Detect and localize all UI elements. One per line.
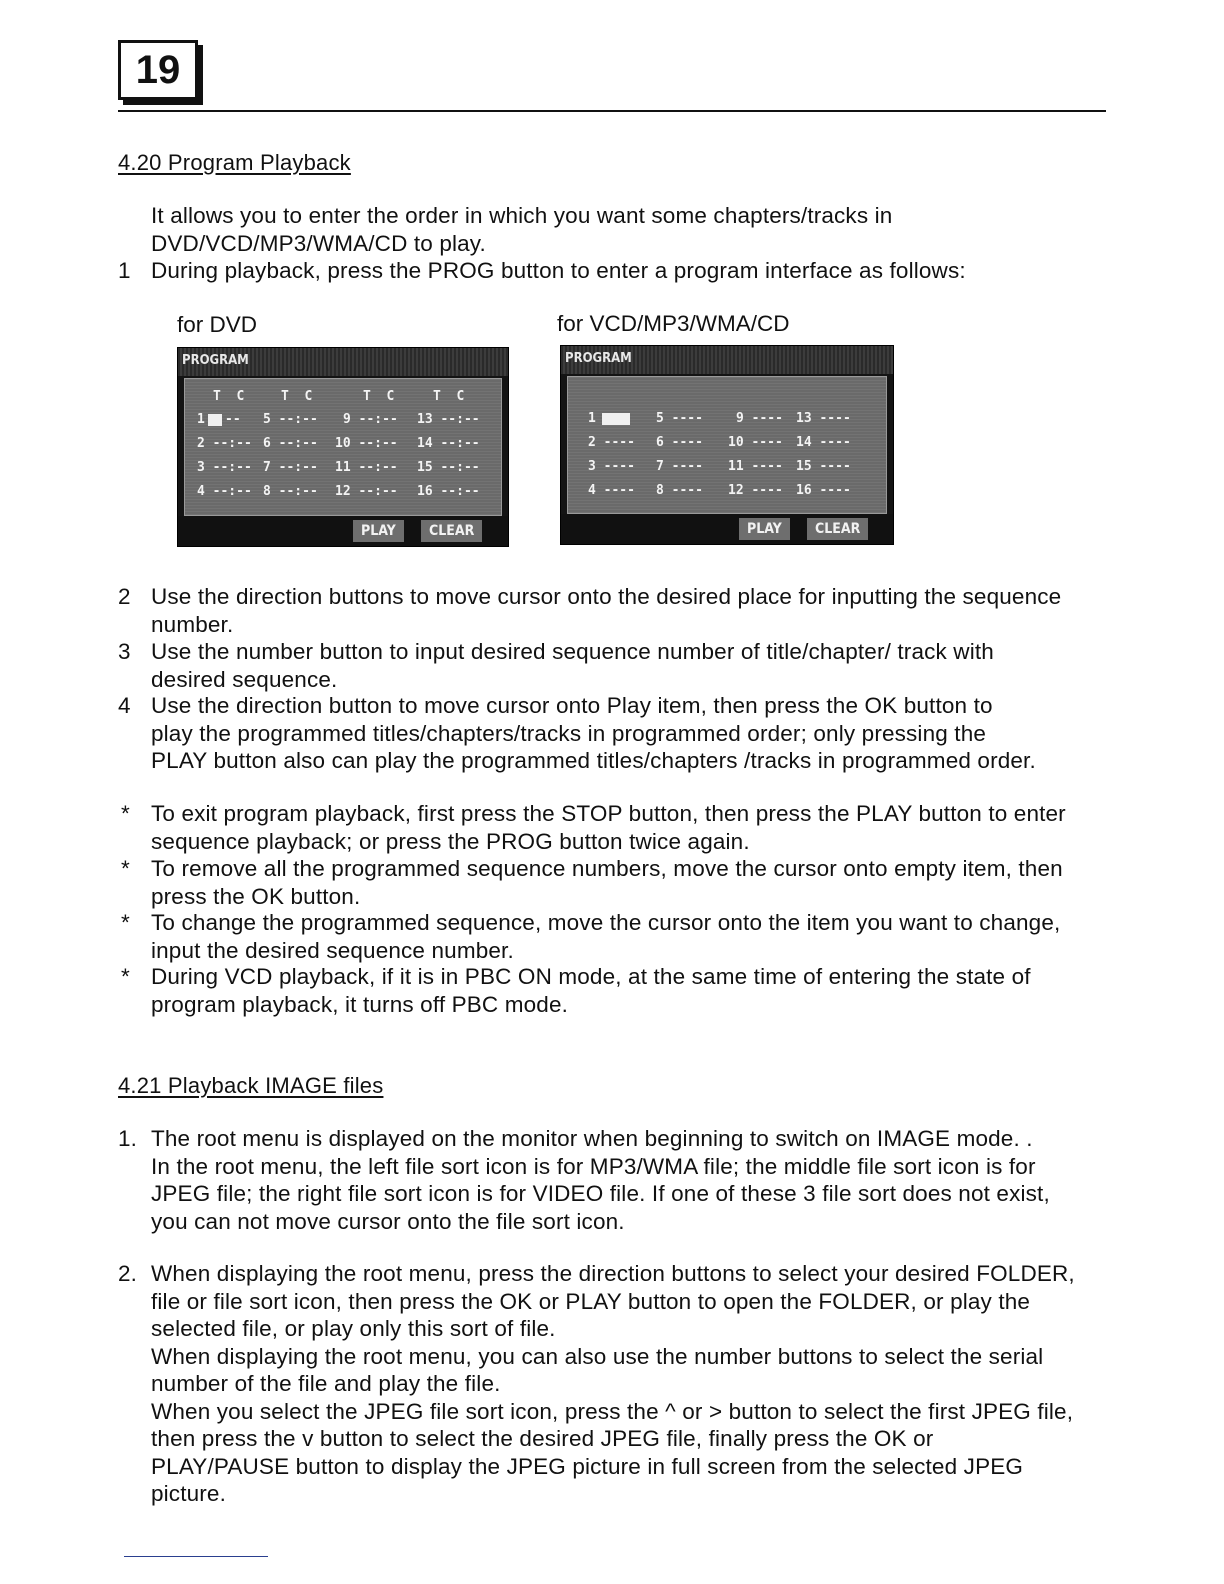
section-4-21-heading: 4.21 Playback IMAGE files <box>118 1073 384 1098</box>
program-slot[interactable]: 13 --:-- <box>417 412 480 427</box>
program-slot[interactable]: 9 ---- <box>736 411 783 426</box>
program-slot[interactable]: 5 ---- <box>656 411 703 426</box>
program-titlebar <box>178 348 508 376</box>
column-header: T C <box>363 389 395 404</box>
slot-cursor <box>602 413 630 425</box>
program-slot[interactable]: 7 --:-- <box>263 460 318 475</box>
step-text: Use the number button to input desired sequence number of title/chapter/ track with desired sequence. <box>151 639 994 692</box>
footer-rule <box>124 1556 268 1557</box>
label-for-dvd: for DVD <box>177 312 258 337</box>
program-slot[interactable]: 5 --:-- <box>263 412 318 427</box>
column-header: T C <box>281 389 313 404</box>
program-grid <box>567 376 887 514</box>
program-slot[interactable]: 9 --:-- <box>343 412 398 427</box>
slot-cursor <box>208 414 222 426</box>
program-slot[interactable]: 3 --:-- <box>197 460 252 475</box>
section-4-20-intro: It allows you to enter the order in which you want some chapters/tracks in DVD/VCD/MP3/WMA/CD to play. <box>151 203 893 256</box>
step-line: When displaying the root menu, you can also use the number buttons to select the serial number of the file and play the file. <box>151 1343 1044 1396</box>
program-slot[interactable]: 13 ---- <box>796 411 851 426</box>
section-4-20-heading: 4.20 Program Playback <box>118 150 351 175</box>
program-slot[interactable]: 4 ---- <box>588 483 635 498</box>
step-text: Use the direction button to move cursor onto Play item, then press the OK button to play the programmed titles/chapters/tracks in programmed order; only pressing the PLAY button also can play the programmed titles/chapters /tracks in programmed order. <box>151 693 1036 773</box>
program-slot[interactable]: 11 ---- <box>728 459 783 474</box>
page-number: 19 <box>118 40 198 100</box>
program-slot[interactable]: 2 --:-- <box>197 436 252 451</box>
note-text: To exit program playback, first press the STOP button, then press the PLAY button to enter sequence playback; or press the PROG button twice again. <box>151 801 1066 854</box>
program-slot[interactable]: 15 ---- <box>796 459 851 474</box>
program-slot[interactable]: 8 ---- <box>656 483 703 498</box>
dvd-program-screen <box>177 347 509 547</box>
clear-button[interactable]: CLEAR <box>807 518 868 540</box>
program-slot[interactable]: 16 --:-- <box>417 484 480 499</box>
step-text <box>151 1260 1078 1508</box>
note-text: To remove all the programmed sequence numbers, move the cursor onto empty item, then press the OK button. <box>151 856 1063 909</box>
step-line: In the root menu, the left file sort icon is for MP3/WMA file; the middle file sort icon is for JPEG file; the right file sort icon is for VIDEO file. If one of these 3 file sort does not exist, you can not move cursor onto the file sort icon. <box>151 1153 1050 1234</box>
program-slot[interactable]: 10 ---- <box>728 435 783 450</box>
program-slot[interactable]: 1 <box>197 412 205 427</box>
program-slot[interactable]: 8 --:-- <box>263 484 318 499</box>
step-text: Use the direction buttons to move cursor onto the desired place for inputting the sequence number. <box>151 584 1062 637</box>
step-marker: 1 <box>118 258 131 283</box>
note-marker: * <box>121 801 130 826</box>
play-button[interactable]: PLAY <box>353 520 404 542</box>
step-marker: 2. <box>118 1261 138 1286</box>
step-line: When displaying the root menu, press the direction buttons to select your desired FOLDER, file or file sort icon, then press the OK or PLAY button to open the FOLDER, or play the selected file, or play only this sort of file. <box>151 1261 1075 1341</box>
program-slot[interactable]: 6 ---- <box>656 435 703 450</box>
program-slot[interactable]: 1 <box>588 411 596 426</box>
note-text: During VCD playback, if it is in PBC ON mode, at the same time of entering the state of program playback, it turns off PBC mode. <box>151 964 1031 1017</box>
program-title: PROGRAM <box>182 353 249 368</box>
program-slot[interactable]: 4 --:-- <box>197 484 252 499</box>
step-1 <box>118 257 1068 285</box>
column-header: T C <box>433 389 465 404</box>
note-remove <box>118 855 1068 910</box>
clear-button[interactable]: CLEAR <box>421 520 482 542</box>
step-4 <box>118 692 1038 775</box>
step-line: The root menu is displayed on the monitor when beginning to switch on IMAGE mode. . <box>151 1126 1033 1151</box>
image-step-2 <box>118 1260 1078 1508</box>
column-header: T C <box>213 389 245 404</box>
note-vcd-pbc <box>118 963 1068 1018</box>
step-marker: 2 <box>118 584 131 609</box>
program-slot[interactable]: 15 --:-- <box>417 460 480 475</box>
program-slot[interactable]: 12 ---- <box>728 483 783 498</box>
program-grid <box>184 378 502 516</box>
program-slot[interactable]: 2 ---- <box>588 435 635 450</box>
note-marker: * <box>121 856 130 881</box>
program-slot[interactable]: 3 ---- <box>588 459 635 474</box>
image-step-1 <box>118 1125 1078 1235</box>
play-button[interactable]: PLAY <box>739 518 790 540</box>
note-marker: * <box>121 910 130 935</box>
program-slot[interactable]: 14 ---- <box>796 435 851 450</box>
program-slot[interactable]: 14 --:-- <box>417 436 480 451</box>
program-slot[interactable]: -- <box>225 412 241 427</box>
vcd-program-screen <box>560 345 894 545</box>
step-marker: 3 <box>118 639 131 664</box>
label-for-vcd: for VCD/MP3/WMA/CD <box>557 311 790 336</box>
header-rule <box>118 110 1106 112</box>
step-2 <box>118 583 1068 638</box>
program-title: PROGRAM <box>565 351 632 366</box>
step-3 <box>118 638 1068 693</box>
step-line: When you select the JPEG file sort icon, press the ^ or > button to select the first JPEG file, then press the v button to select the desired JPEG file, finally press the OK or PLAY/PAUSE button to display the JPEG picture in full screen from the selected JPEG picture. <box>151 1398 1074 1506</box>
program-slot[interactable]: 12 --:-- <box>335 484 398 499</box>
step-marker: 4 <box>118 693 131 718</box>
program-slot[interactable]: 10 --:-- <box>335 436 398 451</box>
note-change <box>118 909 1068 964</box>
program-slot[interactable]: 11 --:-- <box>335 460 398 475</box>
step-marker: 1. <box>118 1126 138 1151</box>
program-slot[interactable]: 16 ---- <box>796 483 851 498</box>
note-text: To change the programmed sequence, move the cursor onto the item you want to change, input the desired sequence number. <box>151 910 1061 963</box>
note-exit <box>118 800 1068 855</box>
step-text: During playback, press the PROG button to enter a program interface as follows: <box>151 258 966 283</box>
program-titlebar <box>561 346 893 374</box>
program-slot[interactable]: 6 --:-- <box>263 436 318 451</box>
program-slot[interactable]: 7 ---- <box>656 459 703 474</box>
note-marker: * <box>121 964 130 989</box>
step-text <box>151 1125 1078 1235</box>
